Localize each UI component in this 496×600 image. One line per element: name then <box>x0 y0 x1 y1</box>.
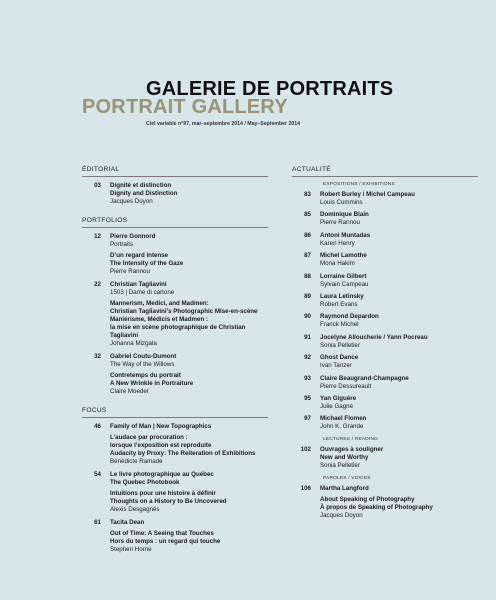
page-number: 46 <box>94 423 101 430</box>
entry-author: Karen Henry <box>320 239 355 247</box>
page-number: 85 <box>304 211 311 219</box>
left-column <box>82 166 268 559</box>
toc-entry[interactable] <box>292 334 478 350</box>
entry-title: Robert Burley / Michel Campeau <box>320 191 415 198</box>
entry-title: Lorraine Gilbert <box>320 272 367 280</box>
page-number: 32 <box>94 353 101 360</box>
page-number: 61 <box>94 519 101 526</box>
toc-entry[interactable] <box>292 485 478 520</box>
entry-title: Mannerism, Medici, and Madmen: <box>110 300 209 307</box>
entry-title: lorsque l’exposition est reproduite <box>110 442 212 449</box>
page-number: 83 <box>304 191 311 198</box>
entry-author: Sylvain Campeau <box>320 280 369 288</box>
entry-title: Pierre Gonnord <box>110 233 156 240</box>
exhibitions-list <box>292 191 478 431</box>
entry-title: Le livre photographique au Québec <box>110 471 214 478</box>
entry-author: Ivan Tanzer <box>320 362 352 370</box>
entry-title: la mise en scène photographique de Christian Tagliavini <box>110 324 246 339</box>
page-number: 86 <box>304 231 311 239</box>
entry-title: Gabriel Coutu-Dumont <box>110 353 177 360</box>
entry-author: Louis Cummins <box>320 199 363 206</box>
subsection-voices: PAROLES / VOICES <box>323 476 371 482</box>
toc-entry[interactable] <box>292 415 478 431</box>
toc-entry[interactable] <box>82 519 268 554</box>
toc-entry[interactable] <box>292 273 478 289</box>
page-number: 97 <box>304 415 311 423</box>
entry-author: Stephen Horne <box>110 546 152 553</box>
page-number: 87 <box>304 252 311 260</box>
subsection-reading: LECTURES / READING <box>323 437 379 443</box>
toc-entry[interactable] <box>82 233 268 276</box>
toc-entry[interactable] <box>82 182 268 206</box>
page-number: 95 <box>304 394 311 402</box>
entry-title: New and Worthy <box>320 454 369 462</box>
entry-title: Michel Lamothe <box>320 252 367 260</box>
entry-title: Laura Letinsky <box>320 292 364 300</box>
entry-title: Michael Flomen <box>320 415 367 423</box>
entry-title: Family of Man | New Topographics <box>110 423 212 430</box>
entry-author: Claire Moeder <box>110 388 149 395</box>
page-number: 12 <box>94 233 101 240</box>
entry-author: John K. Grande <box>320 423 364 431</box>
issue-line: Ciel variable n°97, mai–septembre 2014 / May–September 2014 <box>146 121 301 127</box>
entry-title: Dignité et distinction <box>110 182 172 189</box>
page-number: 106 <box>300 485 311 493</box>
subsection-exhibitions: EXPOSITIONS / EXHIBITIONS <box>323 182 395 187</box>
entry-title: Hors du temps : un regard qui touche <box>110 538 221 545</box>
page-number: 90 <box>304 313 311 321</box>
entry-title: The Quebec Photobook <box>110 479 180 486</box>
page-number: 93 <box>304 374 311 382</box>
entry-title: Audacity by Proxy: The Reiteration of Exhibitions <box>110 450 256 457</box>
entry-author: Bénédicte Ramade <box>110 458 163 465</box>
entry-author: Franck Michel <box>320 321 359 329</box>
entry-title: Maniérisme, Médicis et Madmen : <box>110 316 208 323</box>
entry-title: L’audace par procuration : <box>110 434 188 441</box>
title-french: GALERIE DE PORTRAITS <box>146 78 394 100</box>
toc-entry[interactable] <box>292 191 478 207</box>
page-number: 88 <box>304 272 311 280</box>
page-number: 54 <box>94 471 101 478</box>
toc-entry[interactable] <box>82 353 268 396</box>
entry-author: Sonia Pelletier <box>320 341 360 349</box>
entry-title: Ouvrages à souligner <box>320 446 384 454</box>
page-number: 102 <box>300 446 311 454</box>
entry-author: Alexis Desgagnés <box>110 506 160 513</box>
page-number: 92 <box>304 354 311 362</box>
entry-author: Jacques Doyon <box>110 198 153 205</box>
entry-author: Sonia Pelletier <box>320 462 360 470</box>
entry-title: D’un regard intense <box>110 252 169 259</box>
toc-entry[interactable] <box>82 471 268 514</box>
section-portfolios: PORTFOLIOS <box>82 217 268 228</box>
toc-entry[interactable] <box>82 281 268 348</box>
entry-title: Christian Tagliavini’s Photographic Mise-en-scène <box>110 308 258 315</box>
entry-author: Jacques Doyon <box>320 512 363 520</box>
title-english: PORTRAIT GALLERY <box>82 96 288 118</box>
entry-author: Pierre Dessureault <box>320 382 372 390</box>
entry-title: Intuitions pour une histoire à définir <box>110 490 216 497</box>
entry-title: Martha Langford <box>320 485 369 493</box>
entry-subtitle: 1503 | Dame di cartone <box>110 289 175 296</box>
entry-author: Pierre Rannou <box>110 268 150 275</box>
page-number: 89 <box>304 292 311 300</box>
page-number: 22 <box>94 281 101 288</box>
entry-title: Out of Time: A Seeing that Touches <box>110 530 214 537</box>
entry-title: About Speaking of Photography <box>320 496 415 504</box>
entry-subtitle: Portraits <box>110 241 134 248</box>
entry-author: Julie Gagné <box>320 402 354 410</box>
toc-entry[interactable] <box>292 211 478 227</box>
entry-title: Claire Beaugrand-Champagne <box>320 374 409 382</box>
toc-entry[interactable] <box>292 252 478 268</box>
entry-author: Pierre Rannou <box>320 219 360 227</box>
entry-title: Contretemps du portrait <box>110 372 181 379</box>
entry-subtitle: The Way of the Willows <box>110 361 175 368</box>
entry-title: Ghost Dance <box>320 354 359 362</box>
page-number: 91 <box>304 333 311 341</box>
toc-entry[interactable] <box>292 395 478 411</box>
toc-entry[interactable] <box>292 446 478 470</box>
entry-author: Johanna Mizgala <box>110 340 157 347</box>
toc-entry[interactable] <box>292 354 478 370</box>
entry-title: Raymond Depardon <box>320 313 379 321</box>
section-editorial: ÉDITORIAL <box>82 166 268 177</box>
entry-title: Dominique Blain <box>320 211 369 219</box>
entry-title: Tacita Dean <box>110 519 145 526</box>
page-number: 03 <box>94 182 101 189</box>
toc-entry[interactable] <box>292 232 478 248</box>
toc-entry[interactable] <box>292 293 478 309</box>
section-actualite: ACTUALITÉ <box>292 166 478 177</box>
entry-title: Christian Tagliavini <box>110 281 167 288</box>
entry-title: Antoni Muntadas <box>320 231 371 239</box>
toc-entry[interactable] <box>82 423 268 466</box>
toc-entry[interactable] <box>292 375 478 391</box>
entry-title: À propos de Speaking of Photography <box>320 504 433 512</box>
entry-author: Robert Evans <box>320 300 358 308</box>
entry-title: A New Wrinkle in Portraiture <box>110 380 194 387</box>
entry-title: Jocelyne Alloucherie / Yann Pocreau <box>320 333 428 341</box>
right-column <box>292 166 478 525</box>
entry-title: Yan Giguère <box>320 394 357 402</box>
entry-title: Thoughts on a History to Be Uncovered <box>110 498 227 505</box>
section-focus: FOCUS <box>82 407 268 418</box>
entry-title: Dignity and Distinction <box>110 190 178 197</box>
entry-author: Mona Hakim <box>320 260 355 268</box>
toc-entry[interactable] <box>292 313 478 329</box>
entry-title: The Intensity of the Gaze <box>110 260 184 267</box>
